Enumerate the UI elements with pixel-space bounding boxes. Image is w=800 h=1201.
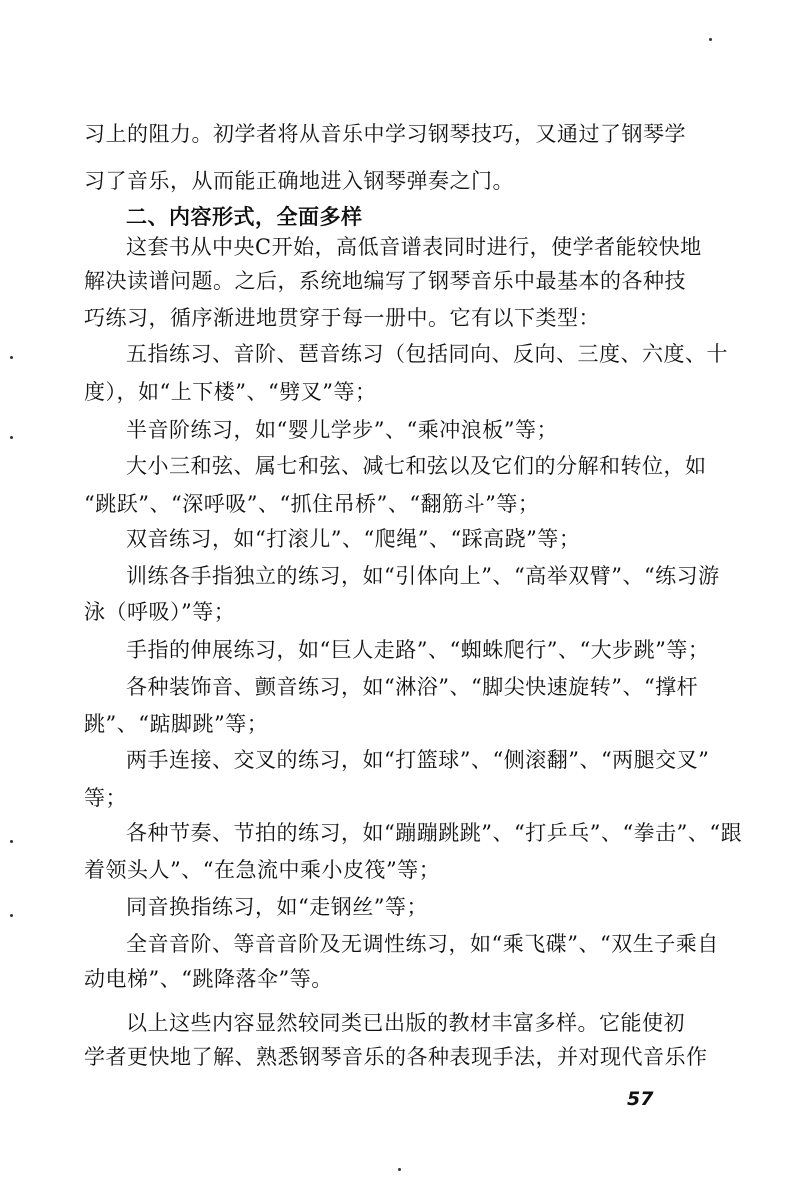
text-line: 学者更快地了解、熟悉钢琴音乐的各种表现手法，并对现代音乐作 (84, 1045, 708, 1069)
text-line: 度），如“上下楼”、“劈叉”等； (84, 380, 377, 404)
text-line: 等； (84, 786, 127, 810)
text-line: 解决读谱问题。之后，系统地编写了钢琴音乐中最基本的各种技 (84, 269, 686, 293)
page-number: 57 (627, 1088, 654, 1110)
text-line: 巧练习，循序渐进地贯穿于每一册中。它有以下类型： (84, 306, 600, 330)
scan-speck (10, 914, 13, 917)
scan-speck (398, 1168, 401, 1171)
text-line: 大小三和弦、属七和弦、减七和弦以及它们的分解和转位，如 (126, 454, 707, 478)
text-line: 各种节奏、节拍的练习，如“蹦蹦跳跳”、“打乒乓”、“拳击”、“跟 (126, 821, 743, 845)
text-line: 泳（呼吸）”等； (84, 600, 236, 624)
section-heading: 二、内容形式，全面多样 (126, 204, 363, 229)
text-line: 跳”、“踮脚跳”等； (84, 712, 269, 736)
text-line: 以上这些内容显然较同类已出版的教材丰富多样。它能使初 (126, 1011, 685, 1035)
text-line: 双音练习，如“打滚儿”、“爬绳”、“踩高跷”等； (126, 527, 581, 551)
text-line: 动电梯”、“跳降落伞”等。 (84, 967, 333, 991)
text-line: 训练各手指独立的练习，如“引体向上”、“高举双臂”、“练习游 (126, 564, 720, 588)
text-line: 同音换指练习，如“走钢丝”等； (126, 895, 428, 919)
text-line: 全音音阶、等音音阶及无调性练习，如“乘飞碟”、“双生子乘自 (126, 932, 719, 956)
text-line: 五指练习、音阶、琶音练习（包括同向、反向、三度、六度、十 (126, 342, 728, 366)
scan-speck (709, 38, 712, 41)
text-line: 半音阶练习，如“婴儿学步”、“乘冲浪板”等； (126, 418, 558, 442)
text-line: 着领头人”、“在急流中乘小皮筏”等； (84, 858, 441, 882)
text-line: “跳跃”、“深呼吸”、“抓住吊桥”、“翻筋斗”等； (84, 492, 540, 516)
text-line: 手指的伸展练习，如“巨人走路”、“蜘蛛爬行”、“大步跳”等； (126, 638, 710, 662)
text-line: 各种装饰音、颤音练习，如“淋浴”、“脚尖快速旋转”、“撑杆 (126, 675, 699, 699)
scan-speck (10, 356, 13, 359)
text-line: 这套书从中央C开始，高低音谱表同时进行，使学者能较快地 (126, 235, 702, 259)
text-line: 习上的阻力。初学者将从音乐中学习钢琴技巧，又通过了钢琴学 (84, 122, 686, 146)
scan-speck (10, 840, 13, 843)
text-line: 习了音乐，从而能正确地进入钢琴弹奏之门。 (84, 169, 514, 193)
text-line: 两手连接、交叉的练习，如“打篮球”、“侧滚翻”、“两腿交叉” (126, 748, 710, 772)
scan-speck (10, 436, 13, 439)
